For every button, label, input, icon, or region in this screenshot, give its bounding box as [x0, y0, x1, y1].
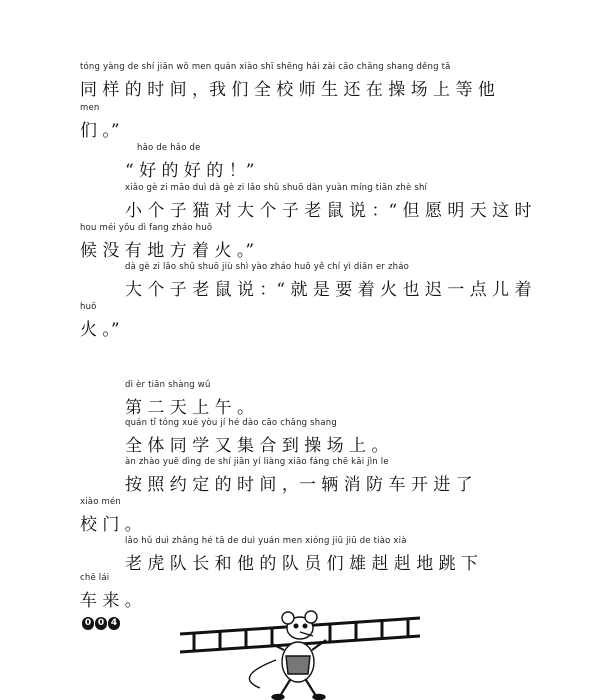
text-line-7: [80, 302, 600, 346]
hanzi-line-4: 小 个 子 猫 对 大 个 子 老 鼠 说 ：“ 但 愿 明 天 这 时: [125, 201, 532, 221]
pinyin-line-1: tóng yàng de shí jiān wǒ men quán xiào shī shēng hái zài cāo chǎng shang děng tā: [80, 62, 451, 72]
page-number-digit-3: 4: [108, 617, 120, 630]
text-line-1: [80, 62, 600, 106]
hanzi-line-11: 校 门 。: [80, 515, 142, 535]
text-line-4: [125, 183, 600, 227]
hanzi-line-1: 同 样 的 时 间 ，我 们 全 校 师 生 还 在 操 场 上 等 他: [80, 80, 495, 100]
pinyin-line-7: huǒ: [80, 302, 97, 312]
hanzi-line-5: 候 没 有 地 方 着 火 。”: [80, 241, 255, 261]
pinyin-line-12: lǎo hǔ duì zhǎng hé tā de duì yuán men xióng jiū jiū de tiào xià: [125, 536, 407, 546]
hanzi-line-2: 们 。”: [80, 121, 120, 141]
pinyin-line-10: àn zhào yuē dìng de shí jiān yí liàng xiāo fáng chē kāi jìn le: [125, 457, 389, 467]
hanzi-line-3: “ 好 的 好 的 ！”: [125, 161, 255, 181]
pinyin-line-9: quán tǐ tóng xué yòu jí hé dào cāo chǎng shang: [125, 418, 337, 428]
pinyin-line-13: chē lái: [80, 573, 110, 583]
pinyin-line-2: men: [80, 103, 100, 113]
text-line-2: [80, 103, 600, 147]
pinyin-line-5: hou méi yǒu dì fang zháo huǒ: [80, 223, 213, 233]
text-line-3: [125, 143, 600, 187]
pinyin-line-4: xiǎo gè zi māo duì dà gè zi lǎo shǔ shuō dàn yuàn míng tiān zhè shí: [125, 183, 428, 193]
rat-on-ladder-icon: [180, 600, 420, 700]
text-line-9: [125, 418, 600, 462]
hanzi-line-6: 大 个 子 老 鼠 说 ：“ 就 是 要 着 火 也 迟 一 点 儿 着: [125, 280, 532, 300]
text-line-5: [80, 223, 600, 267]
hanzi-line-10: 按 照 约 定 的 时 间 ，一 辆 消 防 车 开 进 了: [125, 475, 473, 495]
hanzi-line-9: 全 体 同 学 又 集 合 到 操 场 上 。: [125, 436, 389, 456]
pinyin-line-11: xiào mén: [80, 497, 121, 507]
hanzi-line-13: 车 来 。: [80, 591, 142, 611]
page-number-digit-1: 0: [82, 617, 94, 630]
text-line-11: [80, 497, 600, 541]
page-number: [82, 617, 120, 630]
pinyin-line-8: dì èr tiān shàng wǔ: [125, 380, 211, 390]
hanzi-line-8: 第 二 天 上 午 。: [125, 398, 255, 418]
page-number-digit-2: 0: [95, 617, 107, 630]
text-line-6: [125, 262, 600, 306]
pinyin-line-6: dà gè zi lǎo shǔ shuō jiù shì yào zháo huǒ yě chí yì diǎn er zháo: [125, 262, 410, 272]
hanzi-line-12: 老 虎 队 长 和 他 的 队 员 们 雄 赳 赳 地 跳 下: [125, 554, 479, 574]
hanzi-line-7: 火 。”: [80, 320, 120, 340]
pinyin-line-3: hǎo de hǎo de: [137, 143, 201, 153]
text-line-10: [125, 457, 600, 501]
